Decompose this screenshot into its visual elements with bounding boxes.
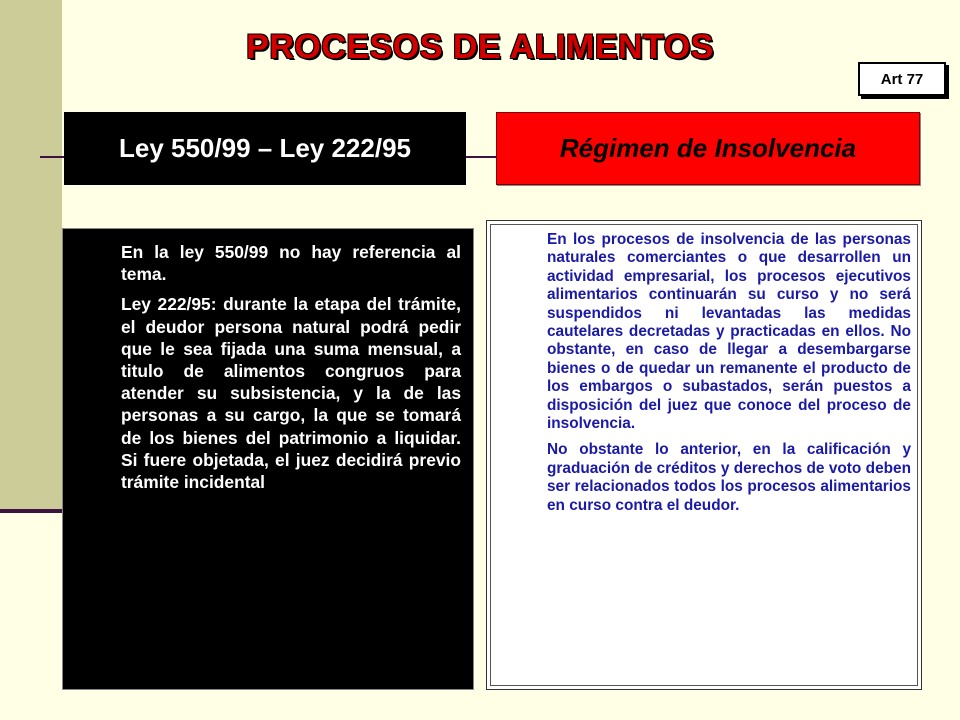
connector-left bbox=[40, 156, 64, 158]
right-paragraph-2: No obstante lo anterior, en la calificación y graduación de créditos y derechos de voto deben ser relacionados todos los procesos alimentarios en curso contra el deudor. bbox=[547, 441, 911, 514]
page-title: PROCESOS DE ALIMENTOS bbox=[246, 28, 714, 66]
side-strip bbox=[0, 0, 62, 510]
right-content-panel bbox=[486, 220, 922, 690]
connector-middle bbox=[466, 156, 496, 158]
left-content-panel bbox=[62, 228, 474, 690]
left-paragraph-1: En la ley 550/99 no hay referencia al tema. bbox=[121, 242, 461, 285]
left-header: Ley 550/99 – Ley 222/95 bbox=[64, 112, 466, 185]
right-paragraph-1: En los procesos de insolvencia de las personas naturales comerciantes o que desarrollen un actividad empresarial, los procesos ejecutivos alimentarios continuarán su curso y no será suspendidos ni levantadas las medidas cautelares decretadas y practicadas en ellos. No obstante, en caso de llegar a desembargarse bienes o de quedar un remanente el producto de los embargos o subastados, serán puestos a disposición del juez que conoce del proceso de insolvencia. bbox=[547, 231, 911, 433]
article-callout: Art 77 bbox=[858, 62, 946, 96]
left-paragraph-2: Ley 222/95: durante la etapa del trámite, el deudor persona natural podrá pedir que le sea fijada una suma mensual, a titulo de alimentos congruos para atender su subsistencia, y la de las personas a su cargo, la que se tomará de los bienes del patrimonio a liquidar. Si fuere objetada, el juez decidirá previo trámite incidental bbox=[121, 294, 461, 493]
right-header: Régimen de Insolvencia bbox=[496, 112, 920, 185]
side-divider-line bbox=[0, 509, 66, 513]
